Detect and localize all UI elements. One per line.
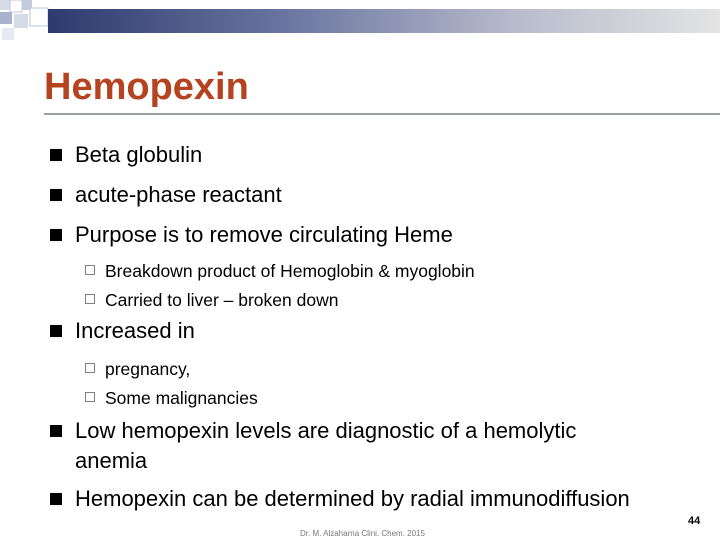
square-bullet-icon — [50, 425, 62, 437]
bullet-item — [50, 484, 700, 514]
page-number: 44 — [688, 515, 701, 527]
bullet-text: Increased in — [75, 318, 195, 343]
hollow-square-bullet-icon — [85, 265, 95, 275]
bullet-item — [50, 220, 700, 250]
bullet-text: Beta globulin — [75, 142, 203, 167]
title-divider — [44, 113, 720, 115]
hollow-square-bullet-icon — [85, 363, 95, 373]
sub-bullet-item — [85, 385, 685, 411]
bullet-item — [50, 416, 640, 476]
bullet-item — [50, 140, 700, 170]
hollow-square-bullet-icon — [85, 392, 95, 402]
hollow-square-bullet-icon — [85, 294, 95, 304]
sub-bullet-text: Carried to liver – broken down — [105, 290, 339, 310]
square-bullet-icon — [50, 325, 62, 337]
sub-bullet-text: Breakdown product of Hemoglobin & myoglobin — [105, 261, 475, 281]
sub-bullet-item — [85, 287, 685, 313]
bullet-text: acute-phase reactant — [75, 182, 282, 207]
slide-title: Hemopexin — [44, 66, 249, 108]
square-bullet-icon — [50, 493, 62, 505]
square-bullet-icon — [50, 229, 62, 241]
square-bullet-icon — [50, 189, 62, 201]
sub-bullet-text: pregnancy, — [105, 359, 191, 379]
sub-bullet-item — [85, 356, 685, 382]
bullet-text: Low hemopexin levels are diagnostic of a hemolytic anemia — [75, 418, 577, 473]
bullet-text: Purpose is to remove circulating Heme — [75, 222, 453, 247]
bullet-item — [50, 316, 700, 346]
header-decoration — [0, 0, 720, 46]
bullet-item — [50, 180, 700, 210]
bullet-text: Hemopexin can be determined by radial immunodiffusion — [75, 486, 630, 511]
square-bullet-icon — [50, 149, 62, 161]
sub-bullet-text: Some malignancies — [105, 388, 258, 408]
footer-text: Dr. M. Alzaharna Clini. Chem. 2015 — [300, 529, 425, 538]
sub-bullet-item — [85, 258, 685, 284]
header-graphic — [0, 0, 720, 46]
